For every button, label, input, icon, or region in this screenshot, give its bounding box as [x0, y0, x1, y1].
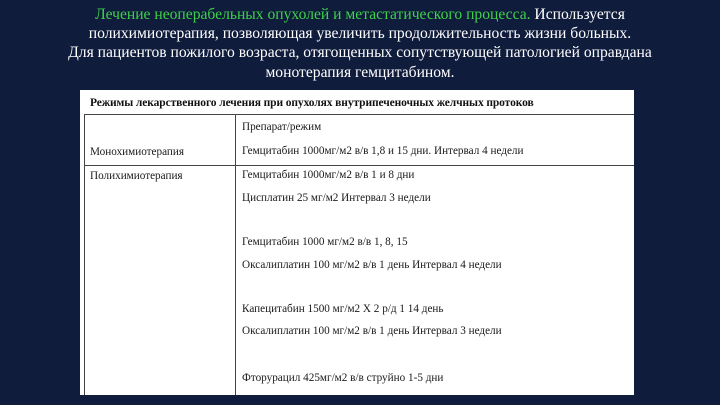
intro-line-2: полихимиотерапия, позволяющая увеличить продолжительность жизни больных. — [88, 25, 632, 43]
column-header-regimen: Препарат/режим — [242, 121, 322, 133]
intro-line-1 — [4, 5, 716, 24]
intro-line-4: монотерапия гемцитабином. — [265, 63, 455, 81]
regimen-item: Гемцитабин 1000мг/м2 в/в 1 и 8 дни — [242, 169, 415, 181]
table-row-divider — [84, 165, 634, 166]
intro-line-3: Для пациентов пожилого возраста, отягощенных сопутствующей патологией оправдана — [68, 44, 652, 62]
intro-line-1-rest: Используется — [530, 6, 625, 23]
regimen-item: Фторурацил 425мг/м2 в/в струйно 1-5 дни — [242, 372, 444, 384]
regimen-item: Оксалиплатин 100 мг/м2 в/в 1 день Интервал 4 недели — [242, 259, 502, 271]
table-top-border — [84, 114, 634, 115]
row-label-monotherapy: Монохимиотерапия — [90, 146, 185, 158]
row-label-polychemotherapy: Полихимиотерапия — [90, 170, 183, 182]
intro-highlight: Лечение неоперабельных опухолей и метастатического процесса. — [95, 6, 531, 23]
table-column-divider — [235, 114, 236, 395]
regimen-item: Гемцитабин 1000 мг/м2 в/в 1, 8, 15 — [242, 236, 408, 248]
regimen-item: Цисплатин 25 мг/м2 Интервал 3 недели — [242, 192, 431, 204]
intro-text — [4, 5, 716, 82]
table-left-border — [84, 114, 85, 395]
regimen-item: Гемцитабин 1000мг/м2 в/в 1,8 и 15 дни. Интервал 4 недели — [242, 145, 524, 157]
regimen-item: Капецитабин 1500 мг/м2 Х 2 р/д 1 14 день — [242, 303, 444, 315]
regimen-item: Оксалиплатин 100 мг/м2 в/в 1 день Интервал 3 недели — [242, 325, 502, 337]
regimen-table-document — [80, 90, 634, 395]
table-title: Режимы лекарственного лечения при опухолях внутрипеченочных желчных протоков — [90, 97, 534, 109]
